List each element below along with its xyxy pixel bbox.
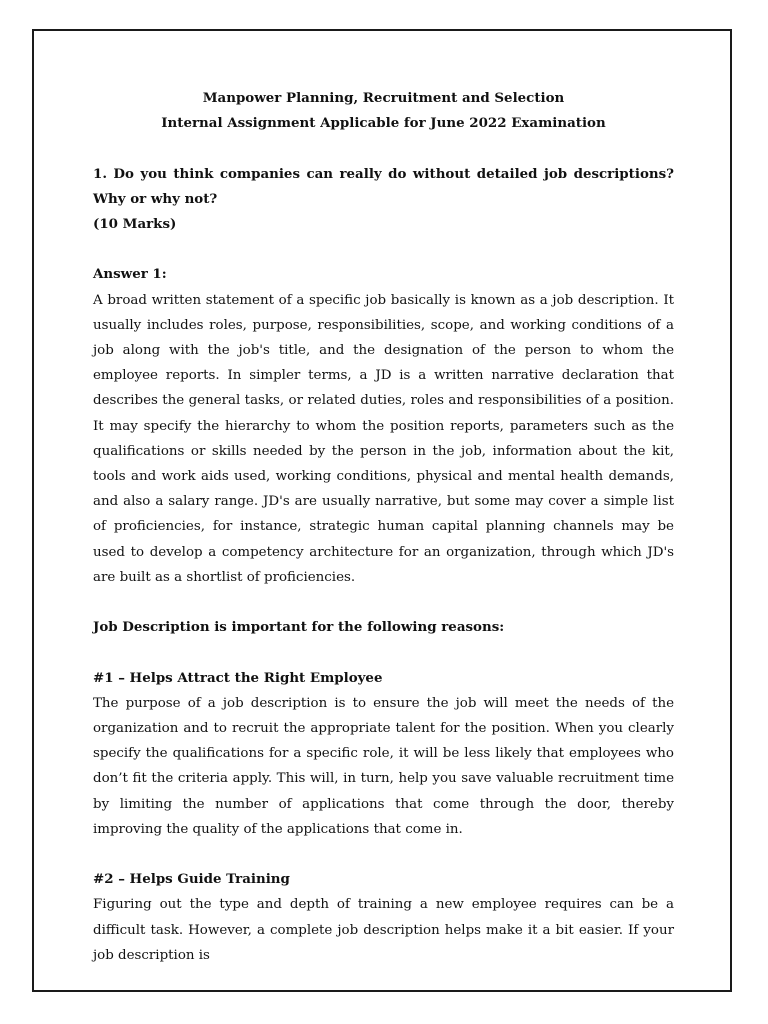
question-1: 1. Do you think companies can really do without detailed job descriptions? Why or why not? [93, 165, 674, 207]
document-content [93, 86, 674, 968]
spacer [93, 590, 674, 615]
reason-1-body: The purpose of a job description is to ensure the job will meet the needs of the organization and to recruit the appropriate talent for the position. When you clearly specify the qualifications for a specific role, it will be less likely that employees who don’t fit the criteria apply. This will, in turn, help you save valuable recruitment time by limiting the number of applications that come through the door, thereby improving the quality of the applications that come in. [93, 695, 674, 837]
reason-2-body: Figuring out the type and depth of training a new employee requires can be a difficult task. However, a complete job description helps make it a bit easier. If your job description is [93, 897, 674, 963]
spacer [93, 237, 674, 262]
spacer [93, 842, 674, 867]
reason-1-heading: #1 – Helps Attract the Right Employee [93, 669, 383, 686]
question-1-marks: (10 Marks) [93, 216, 177, 232]
spacer [93, 640, 674, 665]
reasons-heading: Job Description is important for the following reasons: [93, 619, 505, 636]
document-title-line-1: Manpower Planning, Recruitment and Selection [202, 90, 565, 106]
answer-1-body: A broad written statement of a specific job basically is known as a job description. It usually includes roles, purpose, responsibilities, scope, and working conditions of a job along with the job's title, and the designation of the person to whom the employee reports. In simpler terms, a JD is a written narrative declaration that describes the general tasks, or related duties, roles and responsibilities of a position. It may specify the hierarchy to whom the position reports, parameters such as the qualifications or skills needed by the person in the job, information about the kit, tools and work aids used, working conditions, physical and mental health demands, and also a salary range. JD's are usually narrative, but some may cover a simple list of proficiencies, for instance, strategic human capital planning channels may be used to develop a competency architecture for an organization, through which JD's are built as a shortlist of proficiencies. [93, 292, 674, 585]
reason-2-heading: #2 – Helps Guide Training [93, 871, 290, 888]
answer-1-heading: Answer 1: [93, 266, 167, 283]
spacer [93, 136, 674, 161]
document-title-line-2: Internal Assignment Applicable for June 2022 Examination [161, 115, 606, 132]
